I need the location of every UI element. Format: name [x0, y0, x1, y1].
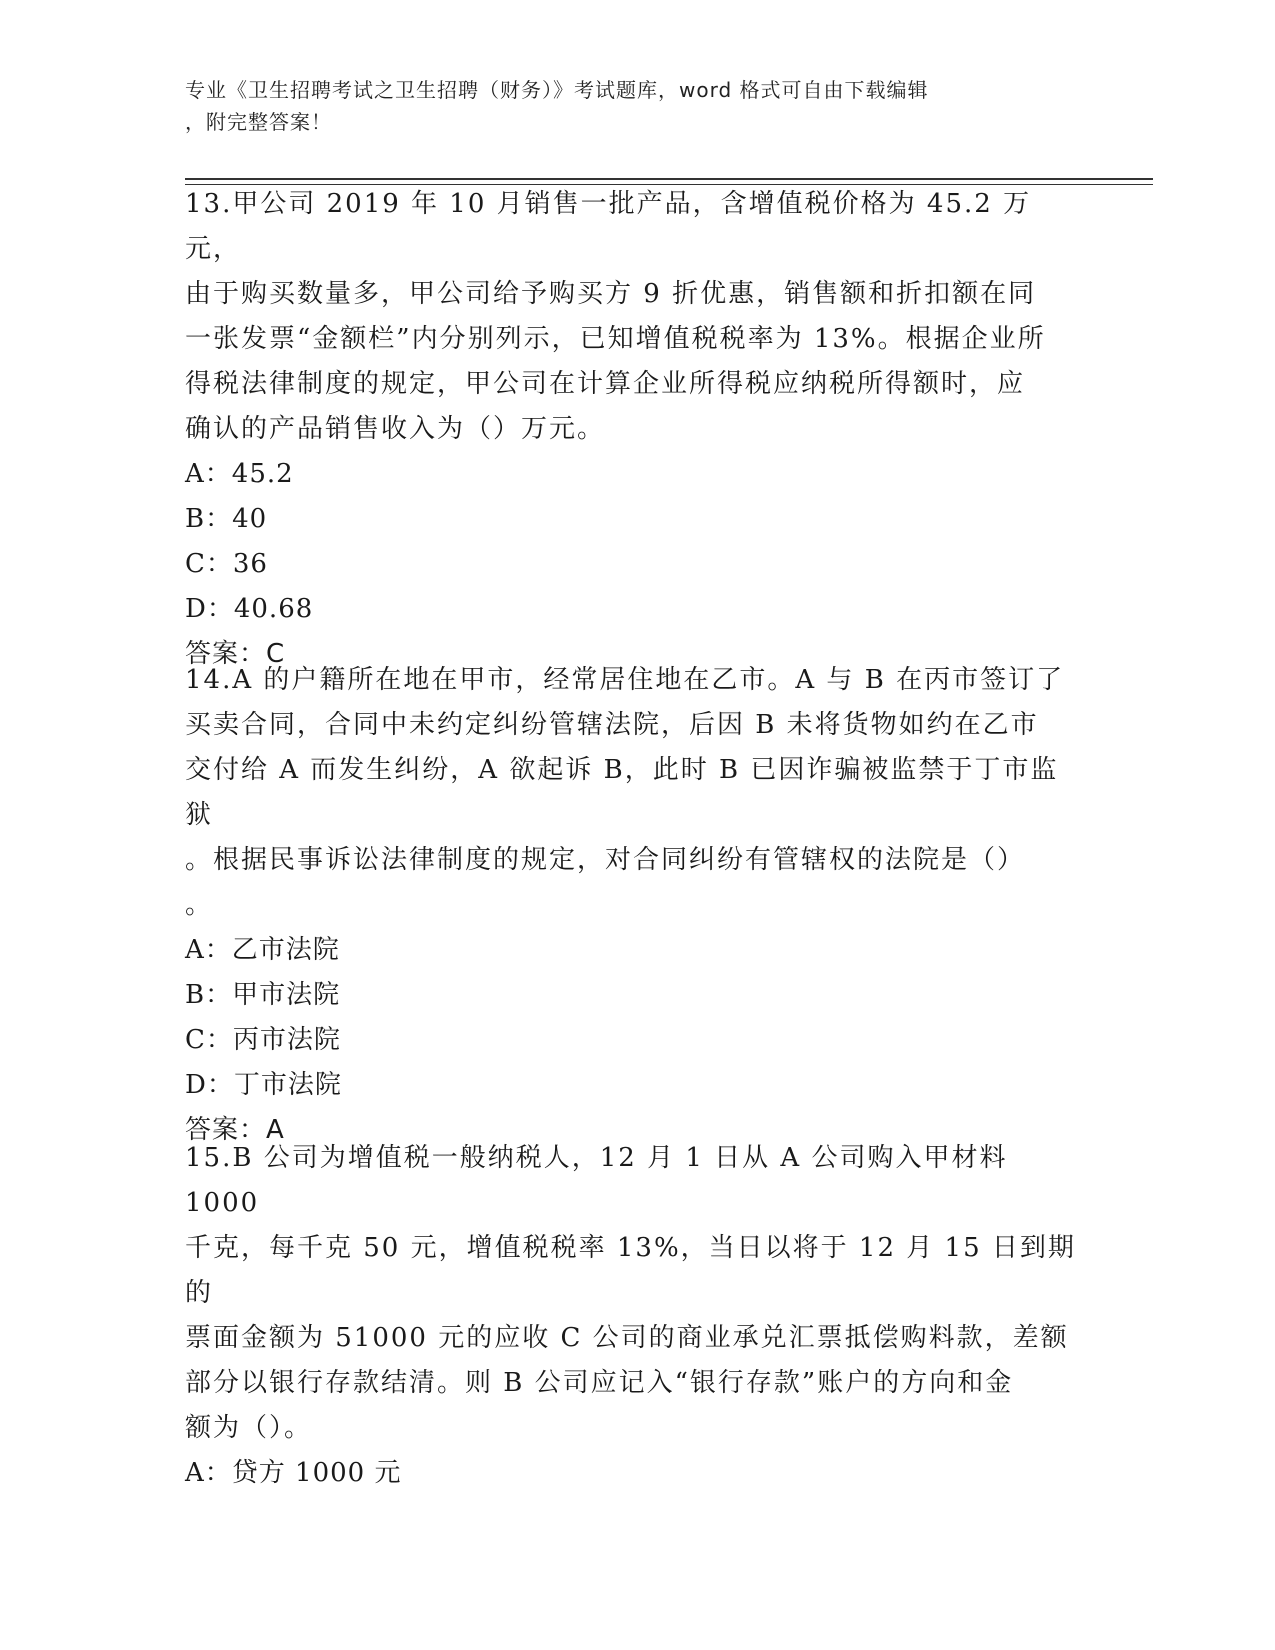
- question-14-line: 。: [185, 890, 214, 920]
- header-line-1: 专业《卫生招聘考试之卫生招聘（财务）》考试题库，word 格式可自由下载编辑: [185, 78, 929, 102]
- question-15-line: 额为（）。: [185, 1413, 313, 1443]
- question-14-option-c: C：丙市法院: [185, 1025, 341, 1055]
- question-13-option-c: C：36: [185, 549, 268, 579]
- question-14-option-d: D：丁市法院: [185, 1070, 342, 1100]
- question-15-line: 部分以银行存款结清。则 B 公司应记入“银行存款”账户的方向和金: [185, 1368, 1014, 1398]
- question-15: [185, 1136, 1085, 1496]
- question-13-answer: 答案：C: [185, 639, 286, 669]
- question-13-line: 13.甲公司 2019 年 10 月销售一批产品，含增值税价格为 45.2 万元，: [185, 189, 1032, 264]
- question-15-line: 15.B 公司为增值税一般纳税人，12 月 1 日从 A 公司购入甲材料 1000: [185, 1143, 1008, 1218]
- question-15-option-a: A：贷方 1000 元: [185, 1458, 402, 1488]
- question-14-line: 14.A 的户籍所在地在甲市，经常居住地在乙市。A 与 B 在丙市签订了: [185, 665, 1065, 695]
- question-13-option-a: A：45.2: [185, 459, 294, 489]
- question-14-line: 交付给 A 而发生纠纷，A 欲起诉 B，此时 B 已因诈骗被监禁于丁市监狱: [185, 755, 1059, 830]
- question-13-option-d: D：40.68: [185, 594, 314, 624]
- header-line-2: ，附完整答案！: [185, 110, 332, 134]
- question-13-line: 得税法律制度的规定，甲公司在计算企业所得税应纳税所得额时，应: [185, 369, 1026, 399]
- question-14-option-b: B：甲市法院: [185, 980, 341, 1010]
- question-13: [185, 182, 1085, 677]
- header-divider-thick: [185, 178, 1153, 180]
- question-15-line: 千克，每千克 50 元，增值税税率 13%，当日以将于 12 月 15 日到期的: [185, 1233, 1076, 1308]
- question-14-line: 。根据民事诉讼法律制度的规定，对合同纠纷有管辖权的法院是（）: [185, 845, 1026, 875]
- question-13-line: 由于购买数量多，甲公司给予购买方 9 折优惠，销售额和折扣额在同: [185, 279, 1037, 309]
- question-14: [185, 658, 1085, 1153]
- question-14-option-a: A：乙市法院: [185, 935, 340, 965]
- question-13-option-b: B：40: [185, 504, 268, 534]
- document-header: [185, 74, 1065, 138]
- question-14-line: 买卖合同，合同中未约定纠纷管辖法院，后因 B 未将货物如约在乙市: [185, 710, 1039, 740]
- question-14-answer: 答案：A: [185, 1115, 285, 1145]
- question-13-line: 一张发票“金额栏”内分别列示，已知增值税税率为 13%。根据企业所: [185, 324, 1046, 354]
- question-13-line: 确认的产品销售收入为（）万元。: [185, 414, 606, 444]
- question-15-line: 票面金额为 51000 元的应收 C 公司的商业承兑汇票抵偿购料款，差额: [185, 1323, 1069, 1353]
